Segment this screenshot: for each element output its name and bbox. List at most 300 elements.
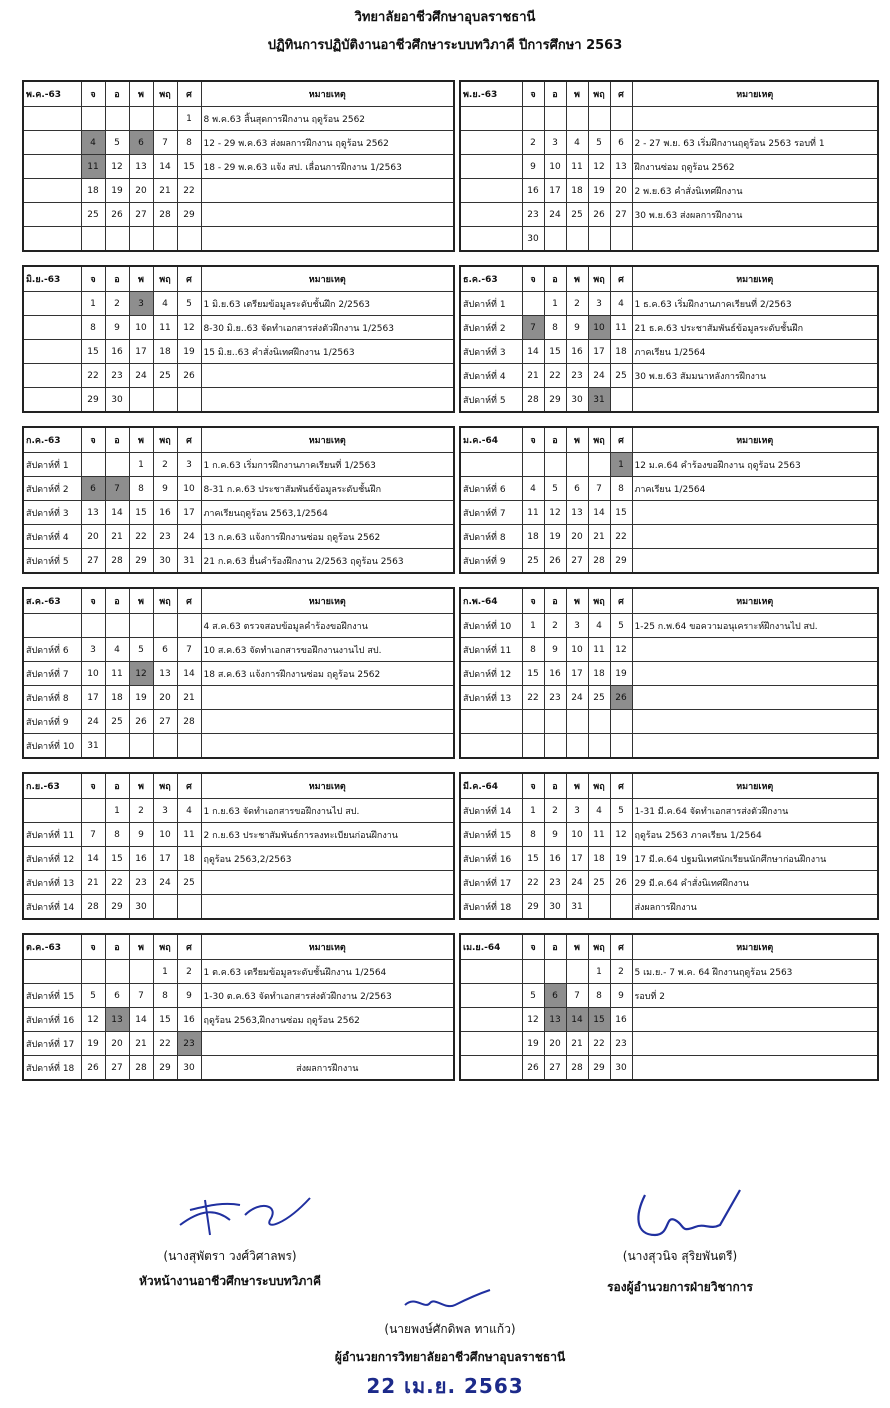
note-cell: ฝึกงานซ่อม ฤดูร้อน 2562 [632, 155, 878, 179]
day-cell: 28 [105, 549, 129, 574]
note-cell [201, 871, 454, 895]
week-row [23, 179, 454, 203]
weekday-header: อ [544, 427, 566, 453]
signature-left-image [170, 1180, 320, 1240]
note-cell: 21 ธ.ค.63 ประชาสัมพันธ์ข้อมูลระดับชั้นฝึก [632, 316, 878, 340]
week-row [23, 340, 454, 364]
month-label: พ.ย.-63 [460, 81, 522, 107]
weekday-header: จ [522, 266, 544, 292]
day-cell: 2 [544, 614, 566, 638]
week-label: สัปดาห์ที่ 16 [23, 1008, 81, 1032]
day-cell: 7 [129, 984, 153, 1008]
day-cell [588, 453, 610, 477]
week-label [460, 1008, 522, 1032]
day-cell: 27 [544, 1056, 566, 1081]
week-row [460, 614, 878, 638]
weekday-header: ศ [610, 934, 632, 960]
day-cell: 22 [610, 525, 632, 549]
day-cell: 18 [610, 340, 632, 364]
week-row [460, 179, 878, 203]
day-cell: 2 [129, 799, 153, 823]
day-cell: 31 [566, 895, 588, 920]
note-cell [632, 1032, 878, 1056]
day-cell: 7 [566, 984, 588, 1008]
day-cell [105, 107, 129, 131]
day-cell: 10 [588, 316, 610, 340]
week-row [460, 388, 878, 413]
month-label: ก.พ.-64 [460, 588, 522, 614]
note-cell: 8 พ.ค.63 สิ้นสุดการฝึกงาน ฤดูร้อน 2562 [201, 107, 454, 131]
weekday-header: พ [129, 427, 153, 453]
day-cell: 6 [129, 131, 153, 155]
week-row [23, 501, 454, 525]
note-cell [632, 1056, 878, 1081]
week-label [460, 1056, 522, 1081]
note-header: หมายเหตุ [201, 427, 454, 453]
day-cell: 1 [129, 453, 153, 477]
day-cell: 23 [153, 525, 177, 549]
day-cell: 6 [81, 477, 105, 501]
day-cell: 30 [610, 1056, 632, 1081]
day-cell: 21 [153, 179, 177, 203]
week-row [460, 871, 878, 895]
week-label: สัปดาห์ที่ 6 [23, 638, 81, 662]
day-cell: 15 [81, 340, 105, 364]
day-cell: 1 [522, 614, 544, 638]
week-label [23, 227, 81, 252]
week-label [460, 1032, 522, 1056]
day-cell: 25 [153, 364, 177, 388]
week-row [460, 501, 878, 525]
week-label: สัปดาห์ที่ 11 [23, 823, 81, 847]
week-row [23, 710, 454, 734]
week-label: สัปดาห์ที่ 9 [23, 710, 81, 734]
day-cell: 21 [81, 871, 105, 895]
day-cell: 11 [177, 823, 201, 847]
day-cell: 4 [588, 799, 610, 823]
day-cell: 26 [177, 364, 201, 388]
day-cell: 3 [566, 614, 588, 638]
note-cell: 15 มิ.ย..63 คำสั่งนิเทศฝึกงาน 1/2563 [201, 340, 454, 364]
day-cell: 20 [610, 179, 632, 203]
note-cell: 1 ก.ค.63 เริ่มการฝึกงานภาคเรียนที่ 1/2563 [201, 453, 454, 477]
day-cell [610, 734, 632, 759]
weekday-header: อ [105, 588, 129, 614]
day-cell: 15 [610, 501, 632, 525]
day-cell: 5 [81, 984, 105, 1008]
day-cell [566, 734, 588, 759]
day-cell: 2 [522, 131, 544, 155]
day-cell: 13 [105, 1008, 129, 1032]
weekday-header: ศ [177, 81, 201, 107]
day-cell [566, 960, 588, 984]
day-cell: 29 [544, 388, 566, 413]
week-row [23, 1008, 454, 1032]
day-cell: 27 [105, 1056, 129, 1081]
day-cell: 12 [610, 638, 632, 662]
day-cell: 15 [544, 340, 566, 364]
weekday-header: จ [522, 773, 544, 799]
day-cell: 25 [588, 686, 610, 710]
day-cell: 26 [544, 549, 566, 574]
day-cell: 21 [177, 686, 201, 710]
note-cell: ส่งผลการฝึกงาน [632, 895, 878, 920]
day-cell: 22 [522, 871, 544, 895]
day-cell: 18 [177, 847, 201, 871]
weekday-header: พฤ [588, 588, 610, 614]
week-label [460, 131, 522, 155]
day-cell: 3 [588, 292, 610, 316]
day-cell: 22 [588, 1032, 610, 1056]
weekday-header: ศ [610, 427, 632, 453]
day-cell: 17 [129, 340, 153, 364]
day-cell: 3 [129, 292, 153, 316]
day-cell [81, 453, 105, 477]
week-row [460, 107, 878, 131]
day-cell [544, 453, 566, 477]
day-cell: 25 [566, 203, 588, 227]
weekday-header: จ [81, 773, 105, 799]
day-cell: 4 [610, 292, 632, 316]
note-cell: ส่งผลการฝึกงาน [201, 1056, 454, 1081]
week-label: สัปดาห์ที่ 18 [23, 1056, 81, 1081]
day-cell [105, 453, 129, 477]
day-cell: 27 [153, 710, 177, 734]
weekday-header: พฤ [588, 934, 610, 960]
day-cell: 20 [544, 1032, 566, 1056]
day-cell: 7 [522, 316, 544, 340]
week-row [23, 1032, 454, 1056]
day-cell: 19 [588, 179, 610, 203]
note-header: หมายเหตุ [632, 81, 878, 107]
note-cell [632, 710, 878, 734]
week-label [460, 203, 522, 227]
weekday-header: อ [544, 81, 566, 107]
day-cell [522, 710, 544, 734]
month-table [459, 80, 879, 252]
signature-center-name: (นายพงษ์ศักดิพล ทาแก้ว) [384, 1322, 516, 1336]
day-cell: 24 [81, 710, 105, 734]
day-cell: 21 [566, 1032, 588, 1056]
weekday-header: ศ [177, 266, 201, 292]
day-cell: 16 [522, 179, 544, 203]
day-cell: 1 [177, 107, 201, 131]
week-row [23, 525, 454, 549]
note-cell [201, 227, 454, 252]
note-cell [632, 525, 878, 549]
day-cell [544, 227, 566, 252]
month-label: พ.ค.-63 [23, 81, 81, 107]
day-cell: 8 [129, 477, 153, 501]
day-cell: 5 [610, 614, 632, 638]
note-cell: 13 ก.ค.63 แจ้งการฝึกงานซ่อม ฤดูร้อน 2562 [201, 525, 454, 549]
day-cell [177, 227, 201, 252]
day-cell: 9 [566, 316, 588, 340]
week-row [460, 340, 878, 364]
day-cell [177, 895, 201, 920]
note-header: หมายเหตุ [201, 81, 454, 107]
week-label: สัปดาห์ที่ 10 [23, 734, 81, 759]
day-cell: 29 [105, 895, 129, 920]
day-cell: 21 [588, 525, 610, 549]
day-cell: 15 [129, 501, 153, 525]
day-cell: 11 [566, 155, 588, 179]
note-cell [632, 107, 878, 131]
week-label [23, 614, 81, 638]
day-cell: 24 [177, 525, 201, 549]
day-cell [81, 614, 105, 638]
day-cell: 14 [522, 340, 544, 364]
week-label [460, 960, 522, 984]
day-cell: 27 [81, 549, 105, 574]
day-cell: 2 [566, 292, 588, 316]
month-table [22, 772, 455, 920]
note-header: หมายเหตุ [201, 773, 454, 799]
day-cell: 5 [105, 131, 129, 155]
note-cell: 30 พ.ย.63 สัมมนาหลังการฝึกงาน [632, 364, 878, 388]
note-cell [632, 686, 878, 710]
note-header: หมายเหตุ [632, 588, 878, 614]
week-label [23, 107, 81, 131]
day-cell: 28 [177, 710, 201, 734]
day-cell: 8 [522, 823, 544, 847]
week-row [23, 871, 454, 895]
day-cell: 13 [129, 155, 153, 179]
day-cell [153, 895, 177, 920]
day-cell: 8 [105, 823, 129, 847]
day-cell: 23 [566, 364, 588, 388]
weekday-header: พ [566, 427, 588, 453]
month-label: มี.ค.-64 [460, 773, 522, 799]
week-label [460, 984, 522, 1008]
week-label [460, 710, 522, 734]
note-cell: ภาคเรียนฤดูร้อน 2563,1/2564 [201, 501, 454, 525]
note-cell: รอบที่ 2 [632, 984, 878, 1008]
day-cell [177, 614, 201, 638]
day-cell: 3 [177, 453, 201, 477]
month-table [459, 426, 879, 574]
day-cell [544, 960, 566, 984]
week-label: สัปดาห์ที่ 12 [23, 847, 81, 871]
month-label: เม.ย.-64 [460, 934, 522, 960]
week-label [460, 107, 522, 131]
day-cell: 7 [81, 823, 105, 847]
weekday-header: จ [522, 588, 544, 614]
college-title: วิทยาลัยอาชีวศึกษาอุบลราชธานี [354, 10, 536, 25]
day-cell: 28 [153, 203, 177, 227]
week-label [460, 227, 522, 252]
note-cell [201, 388, 454, 413]
day-cell: 4 [105, 638, 129, 662]
weekday-header: พฤ [153, 427, 177, 453]
day-cell: 9 [105, 316, 129, 340]
day-cell: 31 [177, 549, 201, 574]
day-cell: 2 [153, 453, 177, 477]
week-label [23, 960, 81, 984]
day-cell: 29 [588, 1056, 610, 1081]
day-cell: 27 [610, 203, 632, 227]
week-row [460, 662, 878, 686]
weekday-header: ศ [177, 588, 201, 614]
week-row [460, 549, 878, 574]
weekday-header: ศ [610, 588, 632, 614]
day-cell: 13 [544, 1008, 566, 1032]
note-header: หมายเหตุ [201, 266, 454, 292]
note-cell [201, 203, 454, 227]
day-cell: 4 [177, 799, 201, 823]
day-cell [153, 107, 177, 131]
month-label: มิ.ย.-63 [23, 266, 81, 292]
week-label [460, 453, 522, 477]
note-cell: ฤดูร้อน 2563,2/2563 [201, 847, 454, 871]
day-cell: 3 [153, 799, 177, 823]
week-label: สัปดาห์ที่ 2 [460, 316, 522, 340]
day-cell: 11 [610, 316, 632, 340]
day-cell: 15 [522, 662, 544, 686]
week-label: สัปดาห์ที่ 10 [460, 614, 522, 638]
week-label [23, 131, 81, 155]
day-cell: 15 [153, 1008, 177, 1032]
weekday-header: พฤ [588, 427, 610, 453]
week-label: สัปดาห์ที่ 5 [460, 388, 522, 413]
day-cell: 11 [588, 638, 610, 662]
day-cell: 17 [566, 847, 588, 871]
day-cell: 10 [566, 823, 588, 847]
day-cell [129, 107, 153, 131]
day-cell: 30 [129, 895, 153, 920]
day-cell: 16 [177, 1008, 201, 1032]
day-cell [129, 227, 153, 252]
week-row [23, 227, 454, 252]
month-table [459, 933, 879, 1081]
day-cell: 25 [105, 710, 129, 734]
day-cell: 8 [610, 477, 632, 501]
weekday-header: พ [566, 588, 588, 614]
weekday-header: จ [81, 427, 105, 453]
day-cell: 20 [81, 525, 105, 549]
note-cell: 12 - 29 พ.ค.63 ส่งผลการฝึกงาน ฤดูร้อน 2562 [201, 131, 454, 155]
note-cell: 18 ส.ค.63 แจ้งการฝึกงานซ่อม ฤดูร้อน 2562 [201, 662, 454, 686]
day-cell: 30 [177, 1056, 201, 1081]
week-label [23, 292, 81, 316]
day-cell: 21 [105, 525, 129, 549]
weekday-header: พ [129, 81, 153, 107]
day-cell: 9 [177, 984, 201, 1008]
day-cell [153, 734, 177, 759]
day-cell: 8 [544, 316, 566, 340]
day-cell: 18 [81, 179, 105, 203]
day-cell: 8 [153, 984, 177, 1008]
day-cell: 15 [522, 847, 544, 871]
day-cell: 31 [588, 388, 610, 413]
day-cell: 22 [129, 525, 153, 549]
week-label [23, 179, 81, 203]
month-table [22, 933, 455, 1081]
note-cell [201, 710, 454, 734]
day-cell: 8 [588, 984, 610, 1008]
day-cell: 19 [129, 686, 153, 710]
weekday-header: จ [81, 588, 105, 614]
week-row [460, 847, 878, 871]
day-cell: 4 [566, 131, 588, 155]
day-cell: 3 [544, 131, 566, 155]
note-cell [632, 662, 878, 686]
note-header: หมายเหตุ [201, 588, 454, 614]
day-cell [105, 614, 129, 638]
day-cell [129, 960, 153, 984]
day-cell: 30 [105, 388, 129, 413]
week-row [460, 203, 878, 227]
day-cell [522, 960, 544, 984]
day-cell: 17 [81, 686, 105, 710]
weekday-header: อ [544, 266, 566, 292]
weekday-header: พฤ [588, 266, 610, 292]
day-cell: 12 [105, 155, 129, 179]
day-cell: 23 [610, 1032, 632, 1056]
week-row [460, 1032, 878, 1056]
day-cell [129, 388, 153, 413]
day-cell: 3 [566, 799, 588, 823]
week-label: สัปดาห์ที่ 15 [23, 984, 81, 1008]
day-cell: 15 [105, 847, 129, 871]
day-cell: 1 [610, 453, 632, 477]
day-cell: 22 [522, 686, 544, 710]
note-header: หมายเหตุ [632, 427, 878, 453]
day-cell: 25 [610, 364, 632, 388]
day-cell: 17 [177, 501, 201, 525]
week-row [23, 847, 454, 871]
month-table [22, 587, 455, 759]
month-label: ส.ค.-63 [23, 588, 81, 614]
week-row [460, 453, 878, 477]
week-label: สัปดาห์ที่ 1 [23, 453, 81, 477]
weekday-header: ศ [610, 81, 632, 107]
weekday-header: จ [522, 81, 544, 107]
day-cell: 9 [522, 155, 544, 179]
note-header: หมายเหตุ [201, 934, 454, 960]
week-row [460, 734, 878, 759]
note-cell: ภาคเรียน 1/2564 [632, 477, 878, 501]
calendar-grid [22, 80, 877, 1081]
week-row [460, 823, 878, 847]
note-cell: 1 ต.ค.63 เตรียมข้อมูลระดับชั้นฝึกงาน 1/2564 [201, 960, 454, 984]
day-cell: 30 [544, 895, 566, 920]
day-cell [522, 734, 544, 759]
day-cell: 26 [522, 1056, 544, 1081]
day-cell: 8 [522, 638, 544, 662]
week-label: สัปดาห์ที่ 18 [460, 895, 522, 920]
weekday-header: พฤ [153, 81, 177, 107]
day-cell: 14 [153, 155, 177, 179]
day-cell: 18 [588, 847, 610, 871]
day-cell [610, 895, 632, 920]
day-cell: 25 [177, 871, 201, 895]
week-label: สัปดาห์ที่ 3 [460, 340, 522, 364]
note-cell: ฤดูร้อน 2563 ภาคเรียน 1/2564 [632, 823, 878, 847]
week-label: สัปดาห์ที่ 4 [460, 364, 522, 388]
weekday-header: อ [105, 266, 129, 292]
day-cell [588, 710, 610, 734]
day-cell: 26 [610, 871, 632, 895]
day-cell: 24 [566, 686, 588, 710]
day-cell: 22 [177, 179, 201, 203]
week-label: สัปดาห์ที่ 2 [23, 477, 81, 501]
day-cell: 26 [610, 686, 632, 710]
day-cell: 16 [544, 662, 566, 686]
note-cell: 10 ส.ค.63 จัดทำเอกสารขอฝึกงานงานไป สป. [201, 638, 454, 662]
note-cell [201, 734, 454, 759]
note-cell: 1 ธ.ค.63 เริ่มฝึกงานภาคเรียนที่ 2/2563 [632, 292, 878, 316]
